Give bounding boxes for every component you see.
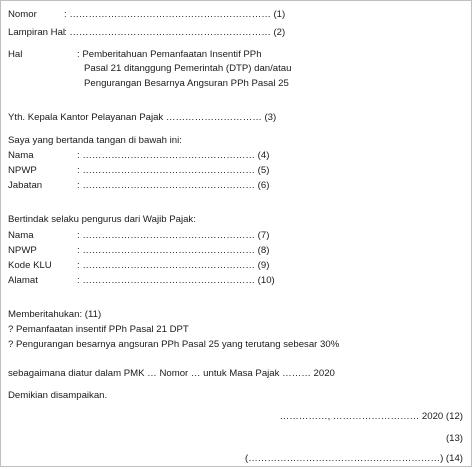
signer-jabatan-label: Jabatan: [8, 180, 43, 191]
signer-intro: Saya yang bertanda tangan di bawah ini:: [8, 135, 182, 146]
taxpayer-klu-label: Kode KLU: [8, 260, 52, 271]
regulation-line: sebagaimana diatur dalam PMK … Nomor … untuk Masa Pajak ……… 2020: [8, 368, 335, 379]
signer-nama-label: Nama: [8, 150, 34, 161]
notice-title: Memberitahukan: (11): [8, 309, 102, 320]
taxpayer-npwp-field: : ……………………………………………… (8): [77, 245, 270, 256]
signer-jabatan-field: : ……………………………………………… (6): [77, 180, 270, 191]
notice-item-2: ? Pengurangan besarnya angsuran PPh Pasal 25 yang terutang sebesar 30%: [8, 339, 340, 350]
signature-mark: (13): [445, 433, 463, 444]
signature-name: (……………………………………………………) (14): [245, 453, 463, 464]
taxpayer-alamat-label: Alamat: [8, 275, 38, 286]
taxpayer-klu-field: : ……………………………………………… (9): [77, 260, 270, 271]
signature-date: ……………, ……………………… 2020 (12): [279, 411, 463, 422]
hal-line-2: Pasal 21 ditanggung Pemerintah (DTP) dan/atau: [84, 63, 292, 74]
signer-npwp-label: NPWP: [8, 165, 37, 176]
hal-line-3: Pengurangan Besarnya Angsuran PPh Pasal 25: [84, 78, 289, 89]
taxpayer-nama-field: : ……………………………………………… (7): [77, 230, 270, 241]
lampiran-field: : ……………………………………………………… (2): [64, 27, 286, 38]
taxpayer-alamat-field: : ……………………………………………… (10): [77, 275, 275, 286]
lampiran-label: Lampiran Hal: [8, 27, 66, 38]
taxpayer-nama-label: Nama: [8, 230, 34, 241]
hal-line-1: : Pemberitahuan Pemanfaatan Insentif PPh: [77, 49, 262, 60]
signer-nama-field: : ……………………………………………… (4): [77, 150, 270, 161]
addressee: Yth. Kepala Kantor Pelayanan Pajak ………………………… (3): [8, 112, 277, 123]
nomor-label: Nomor: [8, 9, 37, 20]
nomor-field: : ……………………………………………………… (1): [64, 9, 286, 20]
taxpayer-npwp-label: NPWP: [8, 245, 37, 256]
taxpayer-intro: Bertindak selaku pengurus dari Wajib Pajak:: [8, 214, 196, 225]
signer-npwp-field: : ……………………………………………… (5): [77, 165, 270, 176]
closing-line: Demikian disampaikan.: [8, 390, 108, 401]
notice-item-1: ? Pemanfaatan insentif PPh Pasal 21 DPT: [8, 324, 189, 335]
hal-label: Hal: [8, 49, 23, 60]
